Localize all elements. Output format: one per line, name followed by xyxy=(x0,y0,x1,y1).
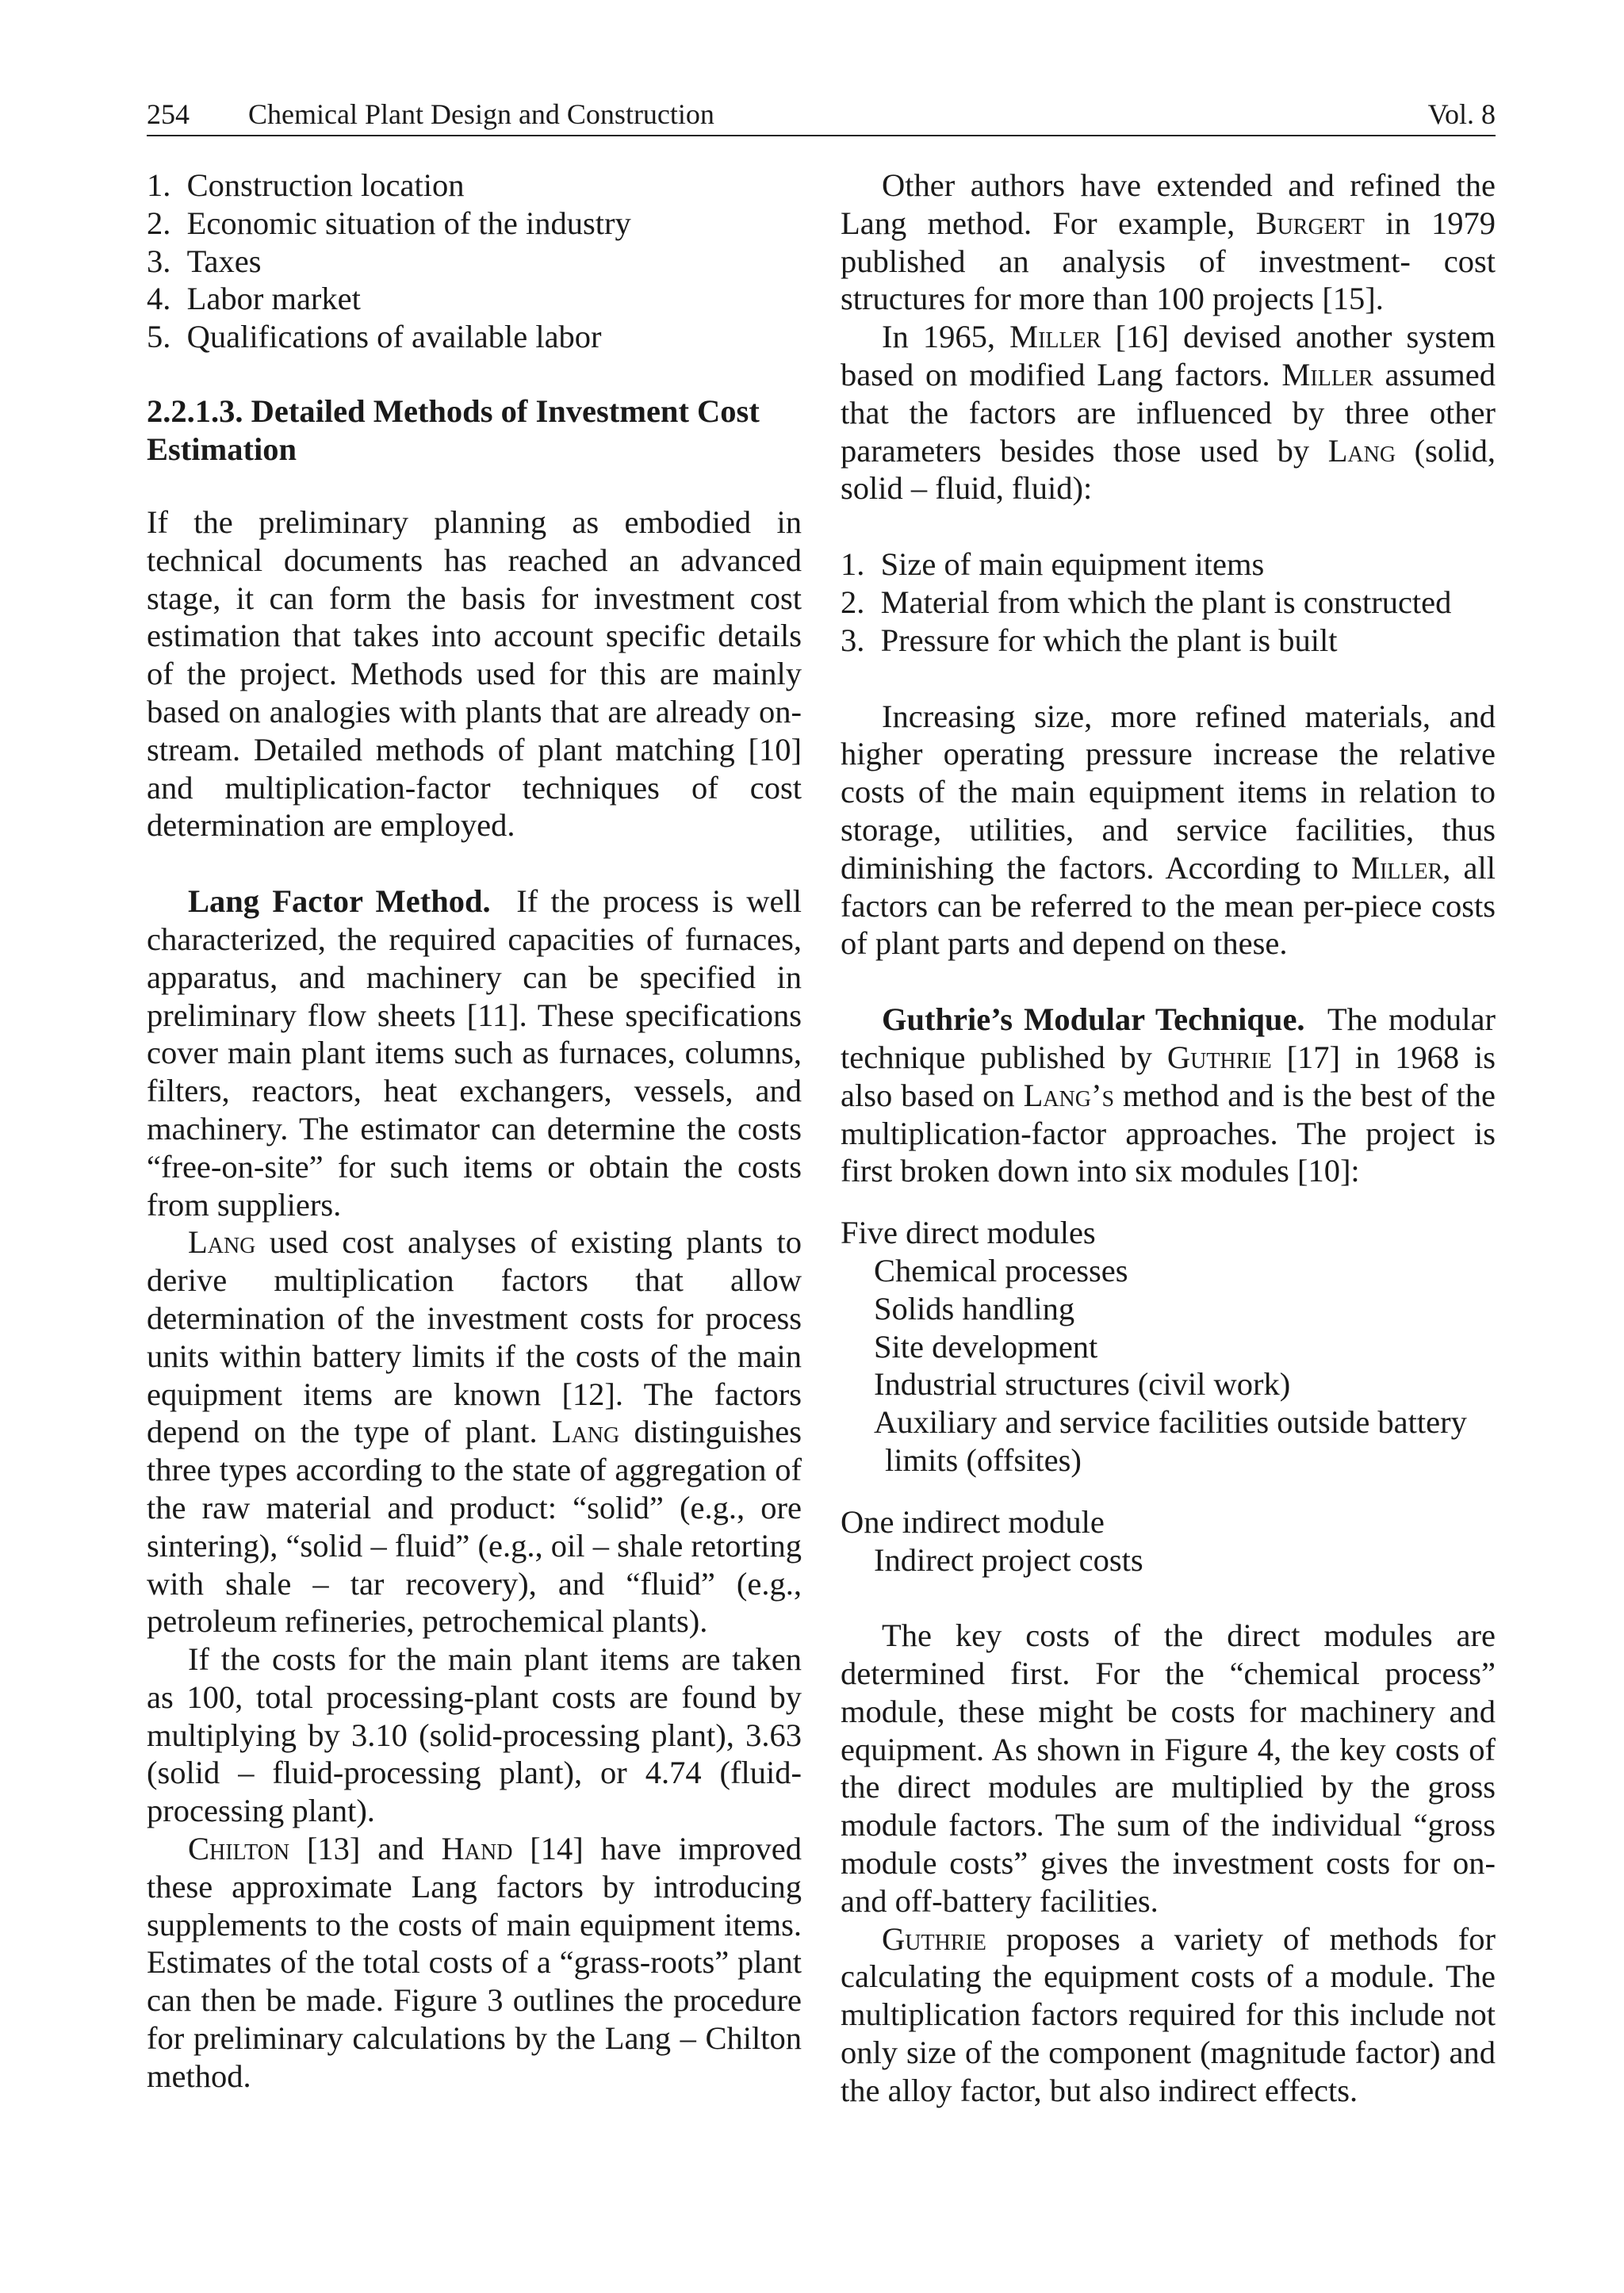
paragraph-text: Other authors have extended and refined the Lang method. For example, xyxy=(841,167,1496,241)
list-item: 1. Size of main equipment items xyxy=(841,546,1265,583)
list-item: Indirect project costs xyxy=(874,1541,1143,1578)
right-column xyxy=(841,167,1496,2110)
paragraph-text: [17] in 1968 is also based on xyxy=(841,1039,1496,1113)
indirect-module-list xyxy=(841,1541,1496,1579)
left-column xyxy=(147,167,802,2096)
author-name: Chilton xyxy=(188,1831,290,1867)
guthrie-paragraph xyxy=(841,1001,1496,1190)
list-item: 3. Taxes xyxy=(147,243,262,279)
lang-p4-text: [13] and xyxy=(289,1831,442,1867)
key-costs-paragraph: The key costs of the direct modules are determined first. For the “chemical process” module, these might be costs for machinery and equipment. As shown in Figure 4, the key costs of the direct modules are multiplied by the gross module factors. The sum of the individual “gross module costs” gives the investment costs for on- and off-battery facilities. xyxy=(841,1617,1496,1919)
running-title: Chemical Plant Design and Construction xyxy=(248,98,714,130)
direct-modules-list xyxy=(841,1252,1496,1480)
page-header xyxy=(147,94,1496,136)
page-number: 254 xyxy=(147,98,190,130)
author-name: Guthrie xyxy=(1166,1039,1272,1075)
list-item: 2. Material from which the plant is constructed xyxy=(841,584,1452,620)
list-item: 3. Pressure for which the plant is built xyxy=(841,622,1338,658)
author-name: Miller xyxy=(1281,356,1373,392)
list-item: 4. Labor market xyxy=(147,281,361,317)
author-name: Lang’s xyxy=(1023,1077,1115,1113)
lang-paragraph-3: If the costs for the main plant items are taken as 100, total processing-plant costs are found by multiplying by 3.10 (solid-processing plant), 3.63 (solid – fluid-processing plant), or 4.74 (fluid-processing plant). xyxy=(147,1641,802,1829)
guthrie-methods-paragraph xyxy=(841,1920,1496,2110)
indirect-module-title: One indirect module xyxy=(841,1503,1105,1540)
list-item: Solids handling xyxy=(874,1290,1075,1326)
other-authors-paragraph xyxy=(841,167,1496,318)
lang-p2-text: used cost analyses of existing plants to derive multiplication factors that allow determination of the investment costs for process units within battery limits if the costs of the main equipment items are known [12]. The factors depend on the type of plant. xyxy=(147,1224,802,1450)
paragraph-text: proposes a variety of methods for calculating the equipment costs of a module. The multiplication factors required for this include not only size of the component (magnitude factor) and the alloy factor, but also indirect effects. xyxy=(841,1920,1496,2108)
author-name: Hand xyxy=(441,1831,513,1867)
author-name: Burgert xyxy=(1255,205,1365,241)
list-item: 5. Qualifications of available labor xyxy=(147,319,602,355)
list-item: 2. Economic situation of the industry xyxy=(147,205,631,241)
author-name: Miller xyxy=(1009,319,1101,355)
section-heading: 2.2.1.3. Detailed Methods of Investment Cost Estimation xyxy=(147,392,760,467)
lang-paragraph-1 xyxy=(147,882,802,1223)
paragraph-text: In 1965, xyxy=(882,319,1010,355)
list-item: Industrial structures (civil work) xyxy=(874,1366,1291,1403)
lang-paragraph-4 xyxy=(147,1830,802,2096)
author-name: Guthrie xyxy=(882,1920,986,1957)
lang-p4-text-2: [14] have improved these approximate Lang factors by introducing supplements to the costs of main equipment items. Estimates of the total costs of a “grass-roots” plant can then be made. Figure 3 outlines the procedure for preliminary calculations by the Lang – Chilton method. xyxy=(147,1831,802,2094)
direct-modules-title: Five direct modules xyxy=(841,1215,1096,1251)
list-item: Chemical processes xyxy=(874,1252,1128,1288)
paragraph-text: method and is the best of the multiplication-factor approaches. The project is first broken down into six modules [10]: xyxy=(841,1077,1496,1189)
intro-paragraph: If the preliminary planning as embodied in technical documents has reached an advanced stage, it can form the basis for investment cost estimation that takes into account specific details of the project. Methods used for this are mainly based on analogies with plants that are already on-stream. Detailed methods of plant matching [10] and multiplication-factor techniques of cost determination are employed. xyxy=(147,503,802,844)
paragraph-text: [16] devised another system based on modified Lang factors. xyxy=(841,319,1496,392)
lang-runin-heading: Lang Factor Method. xyxy=(188,883,491,920)
volume-label: Vol. 8 xyxy=(1427,98,1496,130)
author-name: Miller xyxy=(1350,849,1443,886)
list-item: Auxiliary and service facilities outside battery limits (offsites) xyxy=(874,1404,1467,1478)
author-name: Lang xyxy=(188,1224,256,1261)
cost-factors-list xyxy=(147,167,802,356)
paragraph-text: Increasing size, more refined materials, and higher operating pressure increase the relative costs of the main equipment items in relation to storage, utilities, and service facilities, thus diminishing the factors. According to xyxy=(841,698,1496,886)
list-item: 1. Construction location xyxy=(147,167,465,203)
lang-p2-text-2: distinguishes three types according to the state of aggregation of the raw material and product: “solid” (e.g., ore sintering), “solid – fluid” (e.g., oil – shale retorting with shale – tar recovery), and “fluid” (e.g., petroleum refineries, petrochemical plants). xyxy=(147,1414,802,1640)
author-name: Lang xyxy=(1327,432,1396,469)
lang-paragraph-2 xyxy=(147,1223,802,1640)
paragraph-text: (solid, solid – fluid, fluid): xyxy=(841,432,1496,507)
paragraph-text: , all factors can be referred to the mean per-piece costs of plant parts and depend on these. xyxy=(841,849,1496,962)
miller-parameters-list xyxy=(841,545,1496,659)
list-item: Site development xyxy=(874,1328,1098,1365)
paragraph-text: in 1979 published an analysis of investment- cost structures for more than 100 projects [15]. xyxy=(841,205,1496,317)
guthrie-runin-heading: Guthrie’s Modular Technique. xyxy=(882,1001,1305,1038)
author-name: Lang xyxy=(551,1414,620,1450)
paragraph-text: assumed that the factors are influenced by three other parameters besides those used by xyxy=(841,356,1496,469)
lang-p1-text: If the process is well characterized, the required capacities of furnaces, apparatus, and machinery can be specified in preliminary flow sheets [11]. These specifications cover main plant items such as furnaces, columns, filters, reactors, heat exchangers, vessels, and machinery. The estimator can determine the costs “free-on-site” for such items or obtain the costs from suppliers. xyxy=(147,883,802,1223)
paragraph-text: The modular technique published by xyxy=(841,1001,1496,1075)
increasing-size-paragraph xyxy=(841,698,1496,963)
miller-paragraph xyxy=(841,318,1496,507)
